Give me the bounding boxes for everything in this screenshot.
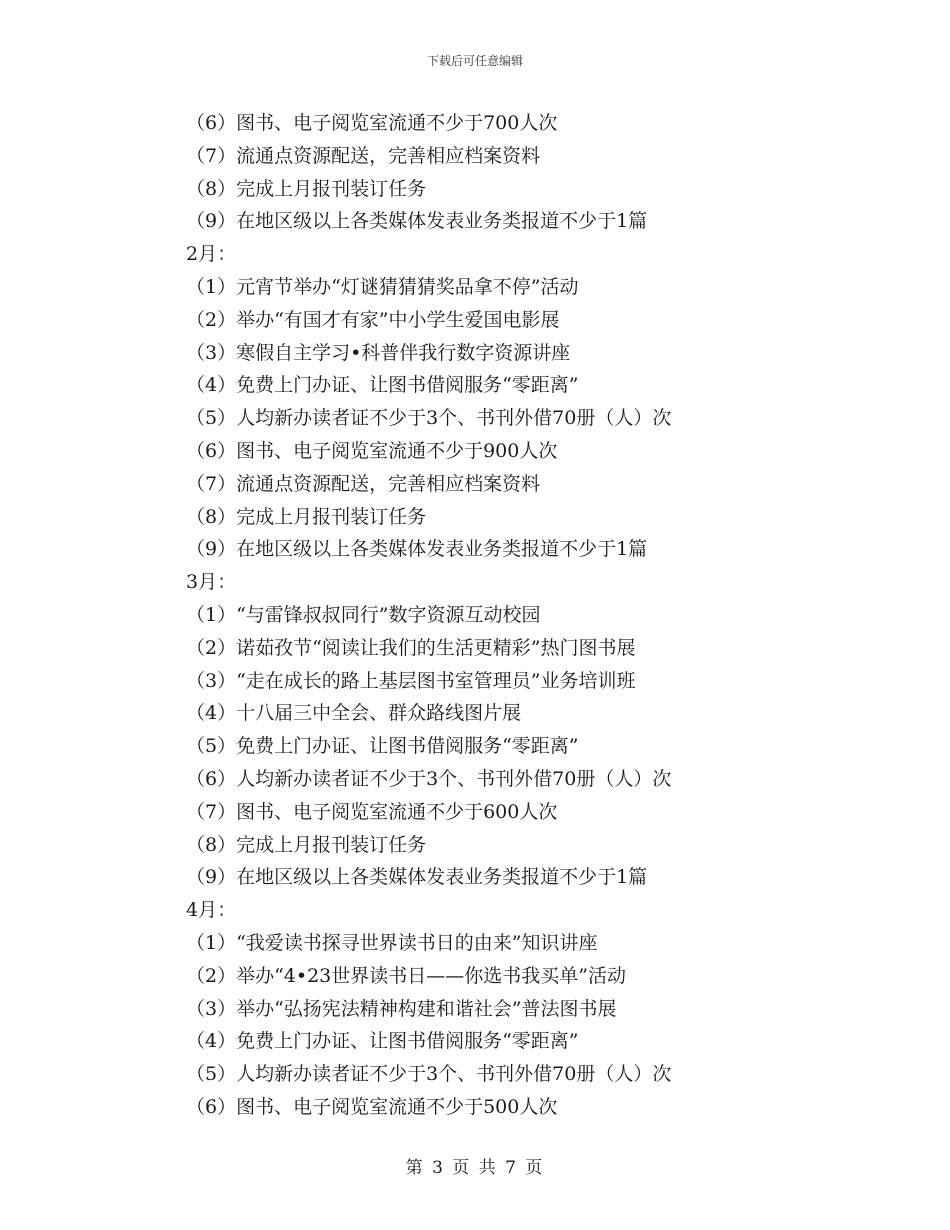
document-body [186, 107, 866, 1124]
plan-item: （1）“我爱读书探寻世界读书日的由来”知识讲座 [186, 931, 598, 954]
plan-item: （8）完成上月报刊装订任务 [186, 177, 427, 200]
plan-item: （7）流通点资源配送，完善相应档案资料 [186, 472, 541, 495]
plan-item: （5）免费上门办证、让图书借阅服务“零距离” [186, 735, 579, 758]
page-number-footer: 第 3 页 共 7 页 [405, 1158, 545, 1178]
plan-item: （7）图书、电子阅览室流通不少于600人次 [186, 800, 558, 823]
plan-item: （7）流通点资源配送，完善相应档案资料 [186, 144, 541, 167]
plan-item: （2）举办“4•23世界读书日——你选书我买单”活动 [186, 964, 626, 987]
plan-item: （4）十八届三中全会、群众路线图片展 [186, 702, 522, 725]
plan-item: （1）元宵节举办“灯谜猜猜猜奖品拿不停”活动 [186, 275, 579, 298]
plan-item: （6）图书、电子阅览室流通不少于500人次 [186, 1095, 558, 1118]
plan-item: （9）在地区级以上各类媒体发表业务类报道不少于1篇 [186, 210, 648, 233]
plan-item: （6）人均新办读者证不少于3个、书刊外借70册（人）次 [186, 767, 672, 790]
plan-item: （4）免费上门办证、让图书借阅服务“零距离” [186, 374, 579, 397]
plan-item: （6）图书、电子阅览室流通不少于900人次 [186, 439, 558, 462]
plan-item: （6）图书、电子阅览室流通不少于700人次 [186, 112, 558, 134]
plan-item: （3）寒假自主学习•科普伴我行数字资源讲座 [186, 341, 571, 364]
page-header: 下载后可任意编辑 [426, 54, 523, 68]
month-heading: 3月： [186, 571, 237, 594]
plan-item: （5）人均新办读者证不少于3个、书刊外借70册（人）次 [186, 1063, 672, 1086]
plan-item: （4）免费上门办证、让图书借阅服务“零距离” [186, 1030, 579, 1053]
plan-item: （8）完成上月报刊装订任务 [186, 505, 427, 528]
month-heading: 4月： [186, 899, 237, 922]
month-heading: 2月： [186, 243, 237, 266]
plan-item: （3）“走在成长的路上基层图书室管理员”业务培训班 [186, 669, 636, 692]
plan-item: （5）人均新办读者证不少于3个、书刊外借70册（人）次 [186, 407, 672, 430]
plan-item: （3）举办“弘扬宪法精神构建和谐社会”普法图书展 [186, 997, 617, 1020]
plan-item: （8）完成上月报刊装订任务 [186, 833, 427, 856]
plan-item: （2）举办“有国才有家”中小学生爱国电影展 [186, 308, 560, 331]
plan-item: （9）在地区级以上各类媒体发表业务类报道不少于1篇 [186, 538, 648, 561]
plan-item: （1）“与雷锋叔叔同行”数字资源互动校园 [186, 603, 541, 626]
plan-item: （2）诺茹孜节“阅读让我们的生活更精彩”热门图书展 [186, 636, 636, 659]
plan-item: （9）在地区级以上各类媒体发表业务类报道不少于1篇 [186, 866, 648, 889]
